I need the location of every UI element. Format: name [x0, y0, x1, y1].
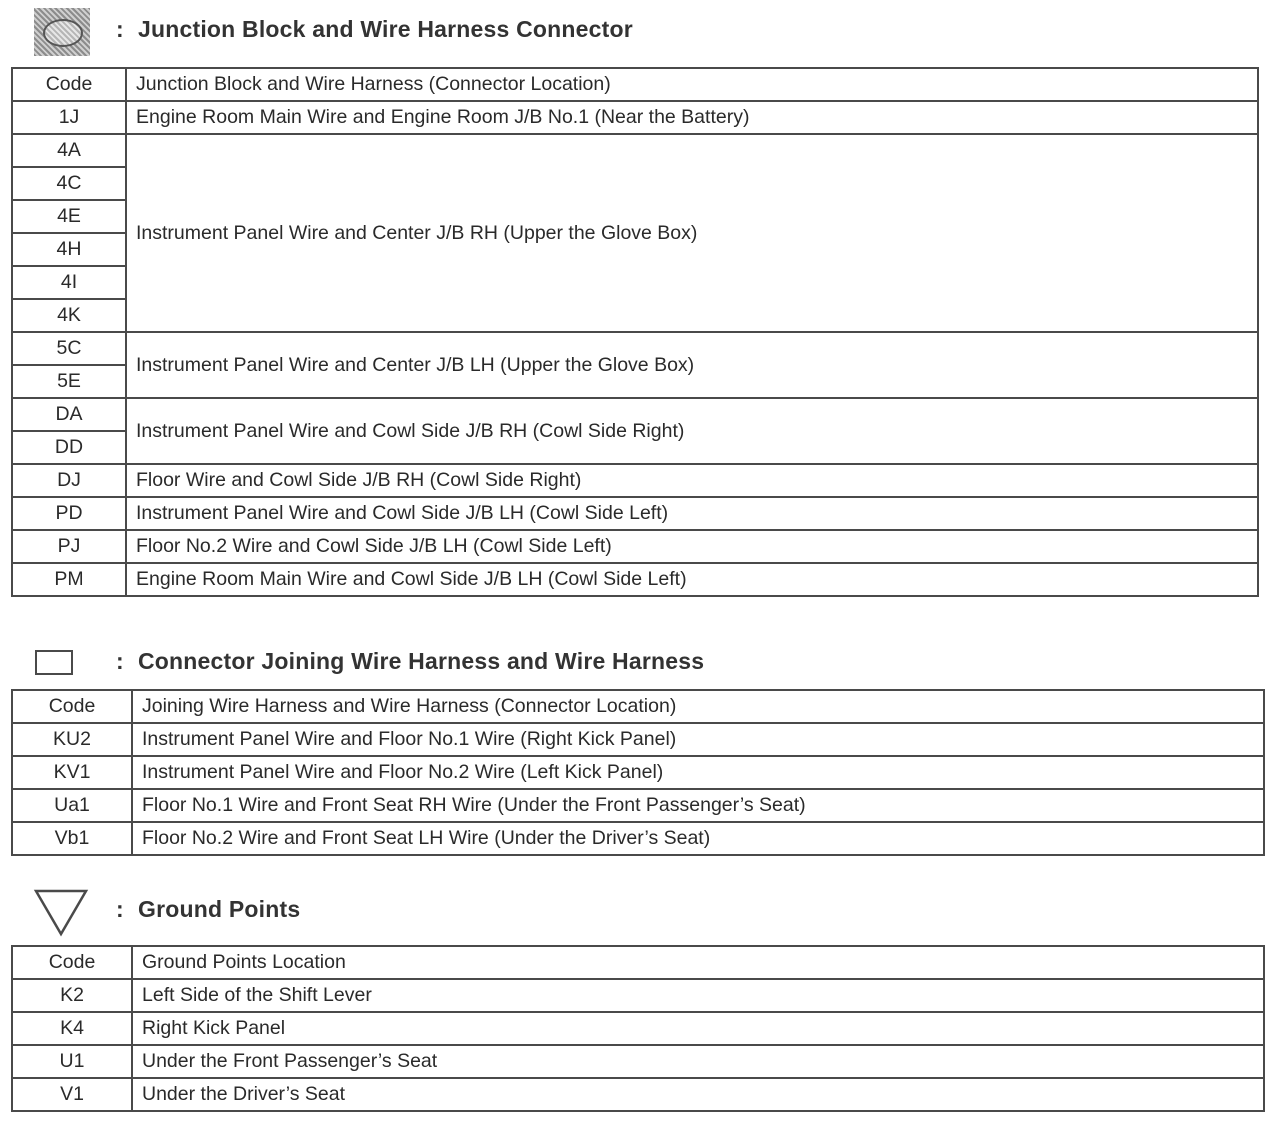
table-row	[12, 398, 1258, 431]
code-cell: 4I	[12, 266, 126, 299]
code-cell: K4	[12, 1012, 132, 1045]
table-row	[12, 1078, 1264, 1111]
code-cell: DA	[12, 398, 126, 431]
desc-cell: Instrument Panel Wire and Cowl Side J/B LH (Cowl Side Left)	[126, 497, 1258, 530]
table-row	[12, 497, 1258, 530]
code-cell: 4H	[12, 233, 126, 266]
table-header-row	[12, 690, 1264, 723]
ground-colon: :	[116, 896, 124, 922]
code-cell: KV1	[12, 756, 132, 789]
code-cell: Ua1	[12, 789, 132, 822]
table-row	[12, 822, 1264, 855]
desc-cell: Floor No.1 Wire and Front Seat RH Wire (Under the Front Passenger’s Seat)	[132, 789, 1264, 822]
code-cell: PD	[12, 497, 126, 530]
desc-cell: Under the Front Passenger’s Seat	[132, 1045, 1264, 1078]
code-cell: PJ	[12, 530, 126, 563]
code-cell: DD	[12, 431, 126, 464]
desc-cell: Under the Driver’s Seat	[132, 1078, 1264, 1111]
junction-block-symbol-icon	[34, 8, 90, 56]
code-cell: DJ	[12, 464, 126, 497]
code-cell: KU2	[12, 723, 132, 756]
code-cell: K2	[12, 979, 132, 1012]
code-cell: 5C	[12, 332, 126, 365]
code-cell: Vb1	[12, 822, 132, 855]
header-code: Code	[12, 690, 132, 723]
ground-table	[11, 945, 1265, 1112]
desc-cell: Instrument Panel Wire and Floor No.1 Wire (Right Kick Panel)	[132, 723, 1264, 756]
code-cell: U1	[12, 1045, 132, 1078]
ground-triangle-symbol-icon	[33, 888, 89, 938]
table-row	[12, 464, 1258, 497]
junction-table	[11, 67, 1259, 597]
junction-section-title	[116, 16, 633, 43]
connector-title-text: Connector Joining Wire Harness and Wire Harness	[138, 648, 705, 674]
code-cell: PM	[12, 563, 126, 596]
desc-cell: Floor Wire and Cowl Side J/B RH (Cowl Side Right)	[126, 464, 1258, 497]
desc-cell: Left Side of the Shift Lever	[132, 979, 1264, 1012]
desc-cell: Instrument Panel Wire and Center J/B LH (Upper the Glove Box)	[126, 332, 1258, 398]
table-row	[12, 723, 1264, 756]
desc-cell: Instrument Panel Wire and Floor No.2 Wire (Left Kick Panel)	[132, 756, 1264, 789]
desc-cell: Floor No.2 Wire and Cowl Side J/B LH (Cowl Side Left)	[126, 530, 1258, 563]
table-row	[12, 979, 1264, 1012]
ground-section-title	[116, 896, 300, 923]
header-desc: Joining Wire Harness and Wire Harness (Connector Location)	[132, 690, 1264, 723]
junction-colon: :	[116, 16, 124, 42]
junction-title-text: Junction Block and Wire Harness Connector	[138, 16, 633, 42]
junction-block-oval	[43, 19, 83, 47]
code-cell: 1J	[12, 101, 126, 134]
table-row	[12, 530, 1258, 563]
desc-cell: Instrument Panel Wire and Center J/B RH (Upper the Glove Box)	[126, 134, 1258, 332]
desc-cell: Floor No.2 Wire and Front Seat LH Wire (Under the Driver’s Seat)	[132, 822, 1264, 855]
code-cell: 4K	[12, 299, 126, 332]
desc-cell: Engine Room Main Wire and Cowl Side J/B LH (Cowl Side Left)	[126, 563, 1258, 596]
code-cell: 4C	[12, 167, 126, 200]
desc-cell: Instrument Panel Wire and Cowl Side J/B RH (Cowl Side Right)	[126, 398, 1258, 464]
header-code: Code	[12, 946, 132, 979]
table-header-row	[12, 68, 1258, 101]
ground-title-text: Ground Points	[138, 896, 301, 922]
header-code: Code	[12, 68, 126, 101]
table-row	[12, 101, 1258, 134]
connector-colon: :	[116, 648, 124, 674]
code-cell: 4A	[12, 134, 126, 167]
connector-table	[11, 689, 1265, 856]
table-row	[12, 756, 1264, 789]
table-row	[12, 1045, 1264, 1078]
desc-cell: Engine Room Main Wire and Engine Room J/B No.1 (Near the Battery)	[126, 101, 1258, 134]
code-cell: V1	[12, 1078, 132, 1111]
table-row	[12, 789, 1264, 822]
table-row	[12, 134, 1258, 167]
connector-section-title	[116, 648, 704, 675]
code-cell: 5E	[12, 365, 126, 398]
table-row	[12, 1012, 1264, 1045]
desc-cell: Right Kick Panel	[132, 1012, 1264, 1045]
table-row	[12, 563, 1258, 596]
header-desc: Ground Points Location	[132, 946, 1264, 979]
connector-box-symbol-icon	[35, 650, 73, 675]
header-desc: Junction Block and Wire Harness (Connector Location)	[126, 68, 1258, 101]
code-cell: 4E	[12, 200, 126, 233]
table-row	[12, 332, 1258, 365]
table-header-row	[12, 946, 1264, 979]
